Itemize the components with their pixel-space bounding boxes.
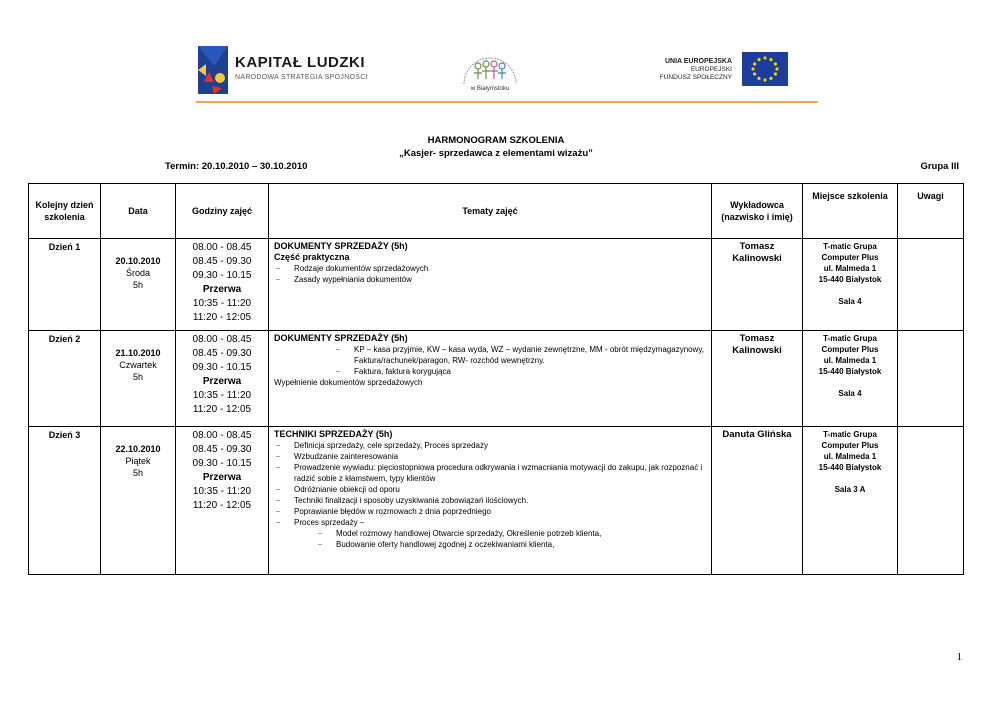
col-day: Kolejny dzień szkolenia (29, 184, 101, 239)
notes-cell (898, 239, 964, 331)
topics-cell (269, 427, 712, 575)
grupa: Grupa III (920, 161, 959, 172)
schedule-table (28, 183, 964, 575)
place-line: T-matic Grupa (823, 242, 877, 251)
list-item: – Rodzaje dokumentów sprzedażowych (274, 263, 708, 274)
hours-cell (176, 331, 269, 427)
place-line: T-matic Grupa (823, 430, 877, 439)
col-topics: Tematy zajęć (269, 184, 712, 239)
date-cell (101, 331, 176, 427)
hour: 11:20 - 12:05 (192, 312, 252, 323)
eu-line-3: FUNDUSZ SPOŁECZNY (659, 74, 732, 81)
hour: 11:20 - 12:05 (192, 404, 252, 415)
room: Sala 3 A (834, 485, 866, 494)
place-line: ul. Malmeda 1 (823, 264, 877, 273)
hour: 09.30 - 10.15 (192, 270, 252, 281)
hour: 08.00 - 08.45 (192, 242, 252, 253)
topic-title: DOKUMENTY SPRZEDAŻY (5h) (274, 333, 408, 343)
place-line: ul. Malmeda 1 (823, 356, 877, 365)
place-line: 15-440 Białystok (818, 367, 882, 376)
day-cell: Dzień 1 (29, 239, 101, 331)
place-line: Computer Plus (821, 345, 879, 354)
page-number: 1 (956, 651, 962, 663)
place-line: Computer Plus (821, 253, 879, 262)
lecturer-cell: Tomasz Kalinowski (712, 331, 803, 427)
break-label: Przerwa (202, 376, 242, 387)
list-item: – KP – kasa przyjmie, KW – kasa wyda, WZ – wydanie zewnętrzne, MM - obrót międzymagazynowy, Faktura/rachunek/paragon, RW- rozchód wewnętrzny. (274, 344, 708, 366)
table-row (29, 427, 964, 575)
col-notes: Uwagi (898, 184, 964, 239)
eu-line-2: EUROPEJSKI (690, 66, 732, 73)
sublist-item: – Model rozmowy handlowej Otwarcie sprzedaży, Określenie potrzeb klienta, (274, 528, 708, 539)
date-cell (101, 239, 176, 331)
hour: 09.30 - 10.15 (192, 458, 252, 469)
hour: 09.30 - 10.15 (192, 362, 252, 373)
place-line: 15-440 Białystok (818, 275, 882, 284)
town-caption: w Białymstoku (470, 86, 510, 92)
sublist-item: – Budowanie oferty handlowej zgodnej z oczekiwaniami klienta, (274, 539, 708, 550)
list-item: – Zasady wypełniania dokumentów (274, 274, 708, 285)
col-lecturer: Wykładowca (nazwisko i imię) (712, 184, 803, 239)
duration: 5h (132, 372, 143, 382)
weekday: Czwartek (119, 360, 157, 370)
place-line: ul. Malmeda 1 (823, 452, 877, 461)
hour: 08.45 - 09.30 (192, 348, 252, 359)
list-item: – Definicja sprzedaży, cele sprzedaży, Proces sprzedaży (274, 440, 708, 451)
header-rule (196, 101, 818, 103)
date: 21.10.2010 (115, 348, 161, 358)
training-center-logo (458, 44, 522, 100)
notes-cell (898, 427, 964, 575)
table-header-row (29, 184, 964, 239)
duration: 5h (132, 280, 143, 290)
doc-title: HARMONOGRAM SZKOLENIA (427, 135, 565, 146)
termin: Termin: 20.10.2010 – 30.10.2010 (165, 161, 308, 172)
place-line: T-matic Grupa (823, 334, 877, 343)
break-label: Przerwa (202, 284, 242, 295)
weekday: Piątek (125, 456, 151, 466)
date-cell (101, 427, 176, 575)
place-line: 15-440 Białystok (818, 463, 882, 472)
list-item: – Faktura, faktura korygująca (274, 366, 708, 377)
table-row (29, 331, 964, 427)
kapital-ludzki-emblem-icon (192, 42, 234, 98)
topic-list (274, 440, 708, 528)
list-item: – Poprawianie błędów w rozmowach z dnia poprzedniego (274, 506, 708, 517)
kapital-ludzki-logo (190, 40, 370, 100)
hour: 08.45 - 09.30 (192, 444, 252, 455)
list-item: – Odróżnianie obiekcji od oporu (274, 484, 708, 495)
list-item: – Proces sprzedaży – (274, 517, 708, 528)
day-cell: Dzień 3 (29, 427, 101, 575)
kl-title: KAPITAŁ LUDZKI (235, 54, 366, 71)
topic-list (274, 263, 708, 285)
duration: 5h (132, 468, 143, 478)
eu-line-1: UNIA EUROPEJSKA (664, 58, 732, 65)
eu-flag-icon (742, 52, 788, 86)
hours-cell (176, 239, 269, 331)
topics-cell (269, 331, 712, 427)
table-row (29, 239, 964, 331)
col-date: Data (101, 184, 176, 239)
col-hours: Godziny zajęć (176, 184, 269, 239)
place-line: Computer Plus (821, 441, 879, 450)
place-cell (803, 331, 898, 427)
doc-subtitle: „Kasjer- sprzedawca z elementami wizażu” (399, 148, 593, 159)
topic-note: Wypełnienie dokumentów sprzedażowych (274, 378, 423, 387)
eu-text (632, 58, 732, 82)
day-cell: Dzień 2 (29, 331, 101, 427)
topic-sublist (274, 528, 708, 550)
break-label: Przerwa (202, 472, 242, 483)
hour: 08.00 - 08.45 (192, 334, 252, 345)
room: Sala 4 (838, 297, 862, 306)
hour: 08.00 - 08.45 (192, 430, 252, 441)
list-item: – Wzbudzanie zainteresowania (274, 451, 708, 462)
list-item: – Prowadzenie wywiadu: pięciostopniowa procedura odkrywania i wzmacniania motywacji do zakupu, jak rozpoznać i radzić sobie z kłamstwem, typy klientów (274, 462, 708, 484)
hour: 10:35 - 11:20 (192, 298, 252, 309)
eu-logo (659, 52, 804, 92)
list-item: – Techniki finalizacji i sposoby uzyskiwania zobowiązań ilościowych. (274, 495, 708, 506)
place-cell (803, 239, 898, 331)
topic-title: TECHNIKI SPRZEDAŻY (5h) (274, 429, 393, 439)
hour: 08.45 - 09.30 (192, 256, 252, 267)
room: Sala 4 (838, 389, 862, 398)
topic-subtitle: Część praktyczna (274, 252, 350, 262)
topic-list (274, 344, 708, 377)
place-cell (803, 427, 898, 575)
date: 22.10.2010 (115, 444, 161, 454)
hour: 10:35 - 11:20 (192, 486, 252, 497)
lecturer-cell: Danuta Glińska (712, 427, 803, 575)
kl-subtitle: NARODOWA STRATEGIA SPÓJNOŚCI (235, 74, 368, 81)
notes-cell (898, 331, 964, 427)
date: 20.10.2010 (115, 256, 161, 266)
hours-cell (176, 427, 269, 575)
logo-bar (190, 40, 820, 104)
lecturer-cell: Tomasz Kalinowski (712, 239, 803, 331)
hour: 11:20 - 12:05 (192, 500, 252, 511)
hour: 10:35 - 11:20 (192, 390, 252, 401)
col-place: Miejsce szkolenia (803, 184, 898, 239)
people-circle-icon (458, 44, 522, 88)
topics-cell (269, 239, 712, 331)
topic-title: DOKUMENTY SPRZEDAŻY (5h) (274, 241, 408, 251)
weekday: Środa (125, 268, 151, 278)
